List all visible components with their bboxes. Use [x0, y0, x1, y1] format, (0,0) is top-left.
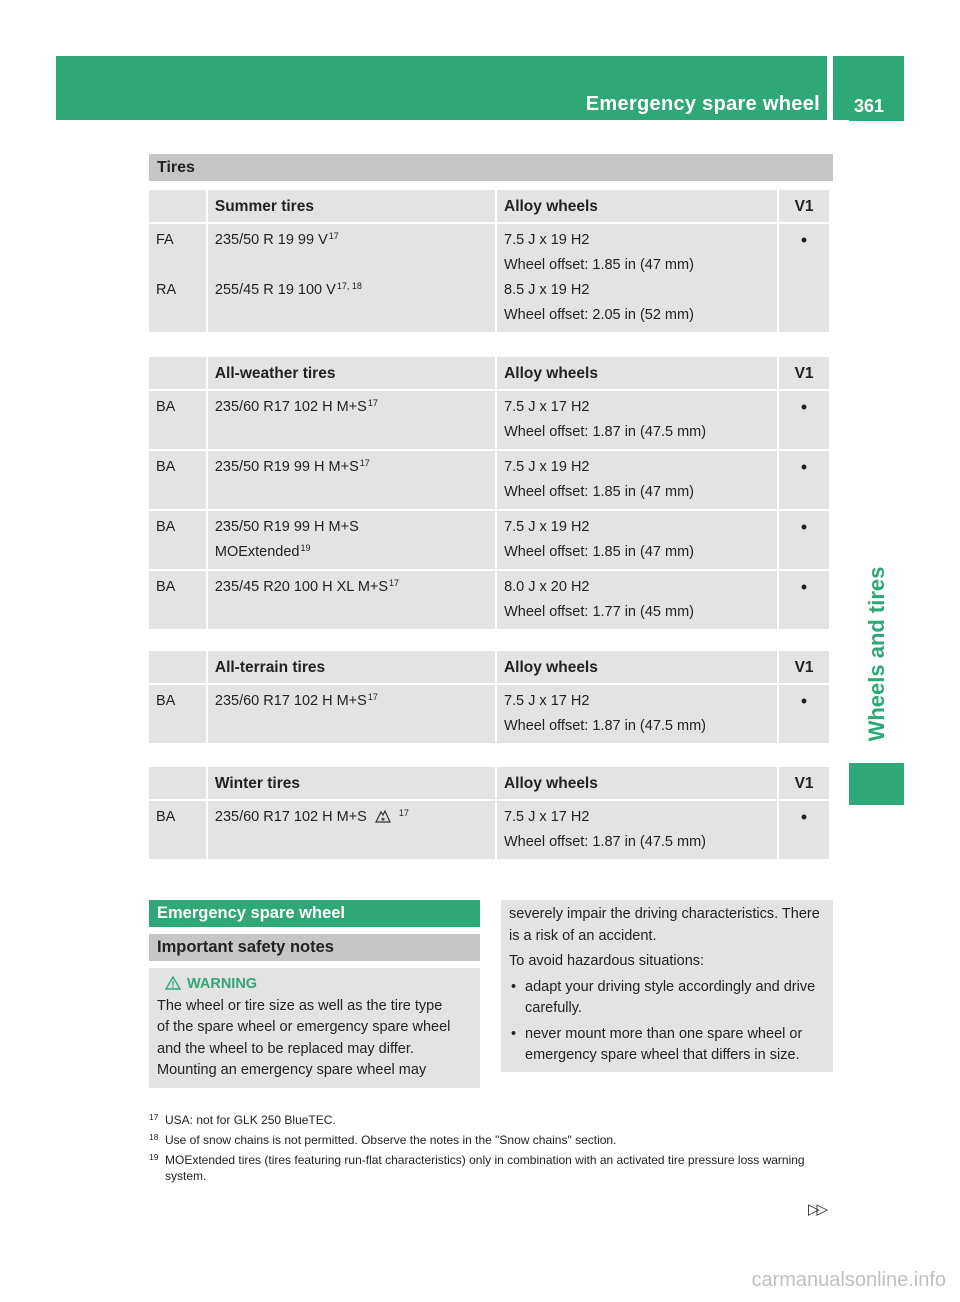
footnote-text: MOExtended tires (tires featuring run-flat characteristics) only in combination with an activated tire pressure loss warning system. — [165, 1153, 805, 1183]
warning-label: WARNING — [187, 976, 258, 992]
position-cell — [149, 451, 206, 509]
wheel-cell — [497, 685, 777, 743]
v1-cell — [779, 451, 829, 509]
wheel-offset: Wheel offset: 2.05 in (52 mm) — [504, 307, 694, 323]
footnote-ref: 17 — [389, 578, 400, 588]
tire-size-text: 235/60 R17 102 H M+S — [214, 399, 367, 415]
warning-line: and the wheel to be replaced may differ. — [157, 1040, 414, 1057]
table-row — [149, 451, 829, 509]
tire-cell — [208, 224, 495, 332]
header-blank — [149, 651, 206, 683]
footnote-ref: 17, 18 — [336, 281, 362, 291]
position-label: BA — [156, 693, 176, 709]
side-tab-label: Wheels and tires — [863, 566, 889, 742]
footnote-ref: 17 — [367, 398, 378, 408]
wheel-size: 7.5 J x 19 H2 — [504, 519, 590, 535]
tire-table — [147, 649, 831, 745]
wheel-offset: Wheel offset: 1.87 in (47.5 mm) — [503, 718, 706, 734]
warning-line: Mounting an emergency spare wheel may — [157, 1062, 427, 1078]
wheel-size: 7.5 J x 17 H2 — [503, 809, 590, 825]
position-cell — [149, 801, 206, 859]
tire-cell — [208, 571, 495, 629]
wheel-size: 8.0 J x 20 H2 — [504, 579, 590, 595]
v1-dot: • — [800, 807, 808, 827]
tire-cell — [208, 511, 495, 569]
table-row — [149, 685, 829, 743]
tire-size-text: 235/50 R 19 99 V — [214, 232, 328, 248]
wheel-cell — [497, 801, 777, 859]
v1-dot: • — [800, 397, 808, 417]
footnote-ref: 19 — [300, 543, 311, 553]
header-v1: V1 — [779, 767, 829, 799]
header-tire-type: Summer tires — [208, 190, 495, 222]
tire-size-text: 235/45 R20 100 H XL M+S — [214, 579, 389, 595]
footnote-ref: 17 — [359, 458, 370, 468]
v1-cell — [779, 224, 829, 332]
position-cell — [149, 391, 206, 449]
tire-size — [215, 455, 495, 480]
v1-cell — [779, 685, 829, 743]
warning-line: of the spare wheel or emergency spare wheel — [157, 1019, 451, 1035]
position-cell — [149, 685, 206, 743]
avoid-intro: To avoid hazardous situations: — [509, 953, 705, 969]
wheel-cell — [497, 511, 777, 569]
warning-continuation: severely impair the driving characteristics. There is a risk of an accident. — [509, 906, 820, 944]
v1-dot: • — [800, 691, 808, 711]
tire-table — [147, 765, 831, 861]
header-tire-type: All-weather tires — [208, 357, 495, 389]
footnote — [149, 1152, 839, 1184]
wheel-size: 8.5 J x 19 H2 — [504, 282, 590, 298]
v1-dot: • — [800, 517, 808, 537]
v1-cell — [779, 571, 829, 629]
tire-size — [215, 228, 495, 253]
position-label: BA — [156, 459, 176, 475]
tire-cell — [208, 451, 495, 509]
wheel-cell — [497, 224, 777, 332]
position-label: RA — [156, 282, 177, 298]
wheel-cell — [497, 451, 777, 509]
footnote-text: Use of snow chains is not permitted. Observe the notes in the "Snow chains" section. — [165, 1133, 617, 1147]
tire-cell — [208, 801, 495, 859]
tire-cell — [208, 685, 495, 743]
position-cell — [149, 571, 206, 629]
header-wheel-type: Alloy wheels — [497, 651, 777, 683]
wheel-size: 7.5 J x 17 H2 — [504, 399, 590, 415]
header-wheel-type: Alloy wheels — [497, 767, 777, 799]
header-v1: V1 — [779, 651, 829, 683]
tire-size — [215, 689, 495, 714]
v1-dot: • — [800, 457, 808, 477]
warning-continuation-box — [501, 900, 833, 1072]
warning-triangle-icon — [165, 976, 181, 990]
next-page-arrow-icon: ▷▷ — [808, 1201, 826, 1218]
tire-size-text: 235/50 R19 99 H M+S — [214, 519, 359, 535]
table-row — [149, 511, 829, 569]
header-blank — [149, 357, 206, 389]
table-row — [149, 391, 829, 449]
footnote-ref: 17 — [328, 231, 339, 241]
watermark: carmanualsonline.info — [751, 1269, 946, 1291]
tire-size — [215, 515, 495, 540]
wheel-offset: Wheel offset: 1.87 in (47.5 mm) — [503, 834, 706, 850]
tire-size — [215, 395, 495, 420]
footnote-number: 19 — [149, 1152, 159, 1162]
v1-cell — [779, 801, 829, 859]
tire-size-line2 — [215, 540, 495, 565]
warning-line: The wheel or tire size as well as the tire type — [157, 997, 443, 1014]
tire-table — [147, 355, 831, 631]
position-cell — [149, 511, 206, 569]
table-row — [149, 224, 829, 332]
position-label: BA — [156, 579, 176, 595]
header-v1: V1 — [779, 190, 829, 222]
position-label: BA — [156, 809, 176, 825]
footnote-text: USA: not for GLK 250 BlueTEC. — [165, 1113, 336, 1127]
section-subtitle: Important safety notes — [149, 934, 480, 961]
header-wheel-type: Alloy wheels — [497, 357, 777, 389]
header-tire-type: Winter tires — [208, 767, 495, 799]
wheel-offset: Wheel offset: 1.87 in (47.5 mm) — [504, 424, 707, 440]
tire-size — [215, 278, 495, 303]
tire-size-text: 235/60 R17 102 H M+S — [214, 693, 367, 709]
tire-size-text: 235/60 R17 102 H M+S — [214, 809, 367, 825]
header-blank — [149, 767, 206, 799]
header-blank — [149, 190, 206, 222]
position-label: BA — [156, 519, 176, 535]
footnote — [149, 1112, 839, 1128]
wheel-offset: Wheel offset: 1.77 in (45 mm) — [504, 604, 694, 620]
mountain-snowflake-icon — [375, 809, 391, 823]
section-title: Emergency spare wheel — [149, 900, 480, 927]
tire-size-text: 255/45 R 19 100 V — [214, 282, 336, 298]
v1-cell — [779, 391, 829, 449]
wheel-size: 7.5 J x 19 H2 — [504, 232, 590, 248]
v1-dot: • — [800, 577, 808, 597]
position-label: BA — [156, 399, 176, 415]
wheel-offset: Wheel offset: 1.85 in (47 mm) — [504, 257, 694, 273]
side-tab-top — [849, 120, 904, 121]
header-wheel-type: Alloy wheels — [497, 190, 777, 222]
wheel-cell — [497, 571, 777, 629]
bullet-item: • adapt your driving style accordingly and drive carefully. — [509, 977, 825, 1020]
wheel-size: 7.5 J x 17 H2 — [503, 693, 590, 709]
footnote-ref: 17 — [398, 808, 409, 818]
position-cell — [149, 224, 206, 332]
page-title: Emergency spare wheel — [585, 93, 820, 115]
page-number: 361 — [853, 96, 885, 116]
table-row — [149, 801, 829, 859]
wheel-cell — [497, 391, 777, 449]
footnote — [149, 1132, 839, 1148]
footnote-ref: 17 — [367, 692, 378, 702]
wheel-offset: Wheel offset: 1.85 in (47 mm) — [504, 544, 694, 560]
tire-size — [215, 805, 495, 830]
tire-table — [147, 188, 831, 334]
header-v1: V1 — [779, 357, 829, 389]
v1-dot: • — [800, 230, 808, 250]
tires-heading: Tires — [149, 154, 833, 181]
wheel-size: 7.5 J x 19 H2 — [504, 459, 590, 475]
footnote-number: 17 — [149, 1112, 159, 1122]
wheel-offset: Wheel offset: 1.85 in (47 mm) — [504, 484, 694, 500]
tire-cell — [208, 391, 495, 449]
warning-heading — [157, 974, 472, 996]
table-row — [149, 571, 829, 629]
warning-box — [149, 968, 480, 1088]
tire-size — [215, 575, 495, 600]
footnote-number: 18 — [149, 1132, 159, 1142]
side-tab-marker — [849, 763, 904, 805]
bullet-item: • never mount more than one spare wheel or emergency spare wheel that differs in size. — [509, 1024, 825, 1067]
side-tab — [849, 548, 904, 760]
tire-size-text: 235/50 R19 99 H M+S — [214, 459, 359, 475]
position-label: FA — [156, 232, 174, 248]
v1-cell — [779, 511, 829, 569]
header-tire-type: All-terrain tires — [208, 651, 495, 683]
tire-size-text: MOExtended — [214, 544, 300, 560]
